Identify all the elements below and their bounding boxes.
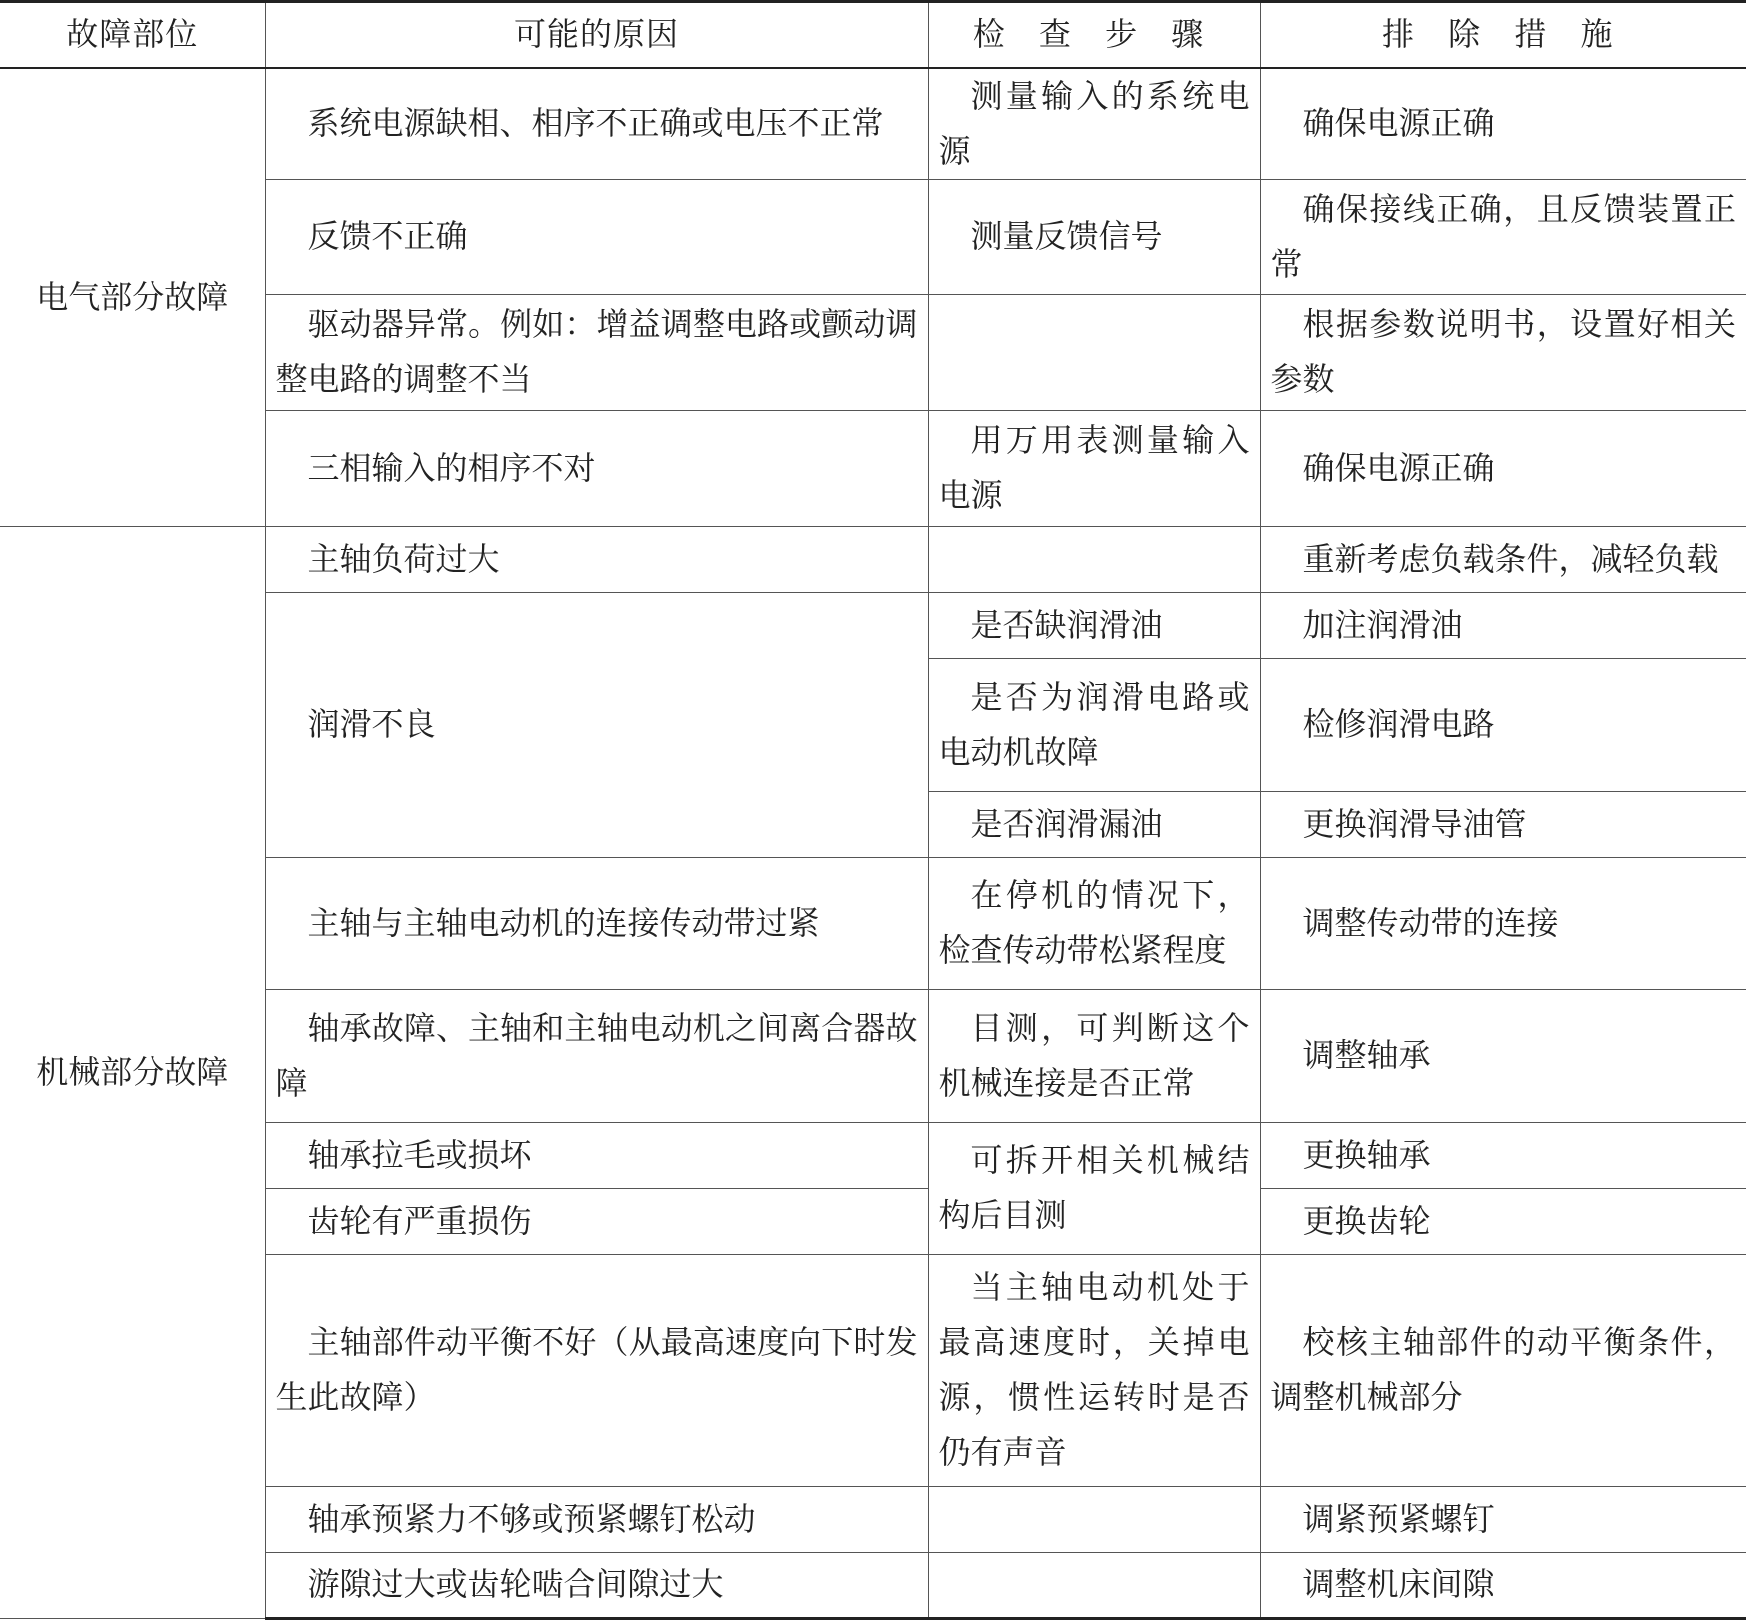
cause-cell: 主轴与主轴电动机的连接传动带过紧: [265, 857, 928, 989]
check-cell: 目测，可判断这个机械连接是否正常: [928, 989, 1260, 1122]
remedy-cell: 调紧预紧螺钉: [1260, 1486, 1746, 1552]
check-cell: 在停机的情况下，检查传动带松紧程度: [928, 857, 1260, 989]
cause-cell: 驱动器异常。例如：增益调整电路或颤动调整电路的调整不当: [265, 294, 928, 410]
check-cell: 是否为润滑电路或电动机故障: [928, 658, 1260, 791]
cause-cell: 反馈不正确: [265, 179, 928, 294]
header-possible-cause: 可能的原因: [265, 2, 928, 68]
header-fault-location: 故障部位: [0, 2, 265, 68]
remedy-cell: 重新考虑负载条件，减轻负载: [1260, 526, 1746, 592]
check-cell: [928, 1486, 1260, 1552]
remedy-cell: 更换轴承: [1260, 1122, 1746, 1188]
check-cell: 是否润滑漏油: [928, 791, 1260, 857]
remedy-cell: 加注润滑油: [1260, 592, 1746, 658]
header-check-steps: 检 查 步 骤: [928, 2, 1260, 68]
cause-cell: 轴承拉毛或损坏: [265, 1122, 928, 1188]
check-cell: 当主轴电动机处于最高速度时，关掉电源，惯性运转时是否仍有声音: [928, 1254, 1260, 1486]
remedy-cell: 确保接线正确，且反馈装置正常: [1260, 179, 1746, 294]
remedy-cell: 调整传动带的连接: [1260, 857, 1746, 989]
table-header-row: [0, 2, 1746, 68]
remedy-cell: 根据参数说明书，设置好相关参数: [1260, 294, 1746, 410]
cause-cell: 游隙过大或齿轮啮合间隙过大: [265, 1552, 928, 1618]
check-cell: 用万用表测量输入电源: [928, 410, 1260, 526]
table-row: [0, 68, 1746, 180]
header-remedy: 排 除 措 施: [1260, 2, 1746, 68]
cause-cell: 系统电源缺相、相序不正确或电压不正常: [265, 68, 928, 180]
remedy-cell: 确保电源正确: [1260, 410, 1746, 526]
location-mechanical: 机械部分故障: [0, 526, 265, 1618]
table-row: [0, 526, 1746, 592]
remedy-cell: 确保电源正确: [1260, 68, 1746, 180]
check-cell: [928, 1552, 1260, 1618]
remedy-cell: 更换齿轮: [1260, 1188, 1746, 1254]
cause-cell: 轴承故障、主轴和主轴电动机之间离合器故障: [265, 989, 928, 1122]
check-cell: [928, 526, 1260, 592]
remedy-cell: 检修润滑电路: [1260, 658, 1746, 791]
remedy-cell: 更换润滑导油管: [1260, 791, 1746, 857]
cause-cell: 三相输入的相序不对: [265, 410, 928, 526]
check-cell: [928, 294, 1260, 410]
remedy-cell: 调整轴承: [1260, 989, 1746, 1122]
check-cell: 是否缺润滑油: [928, 592, 1260, 658]
cause-cell: 润滑不良: [265, 592, 928, 857]
cause-cell: 主轴部件动平衡不好（从最高速度向下时发生此故障）: [265, 1254, 928, 1486]
location-electrical: 电气部分故障: [0, 68, 265, 527]
check-cell: 测量输入的系统电源: [928, 68, 1260, 180]
cause-cell: 主轴负荷过大: [265, 526, 928, 592]
cause-cell: 齿轮有严重损伤: [265, 1188, 928, 1254]
remedy-cell: 校核主轴部件的动平衡条件，调整机械部分: [1260, 1254, 1746, 1486]
cause-cell: 轴承预紧力不够或预紧螺钉松动: [265, 1486, 928, 1552]
check-cell: 可拆开相关机械结构后目测: [928, 1122, 1260, 1254]
check-cell: 测量反馈信号: [928, 179, 1260, 294]
remedy-cell: 调整机床间隙: [1260, 1552, 1746, 1618]
